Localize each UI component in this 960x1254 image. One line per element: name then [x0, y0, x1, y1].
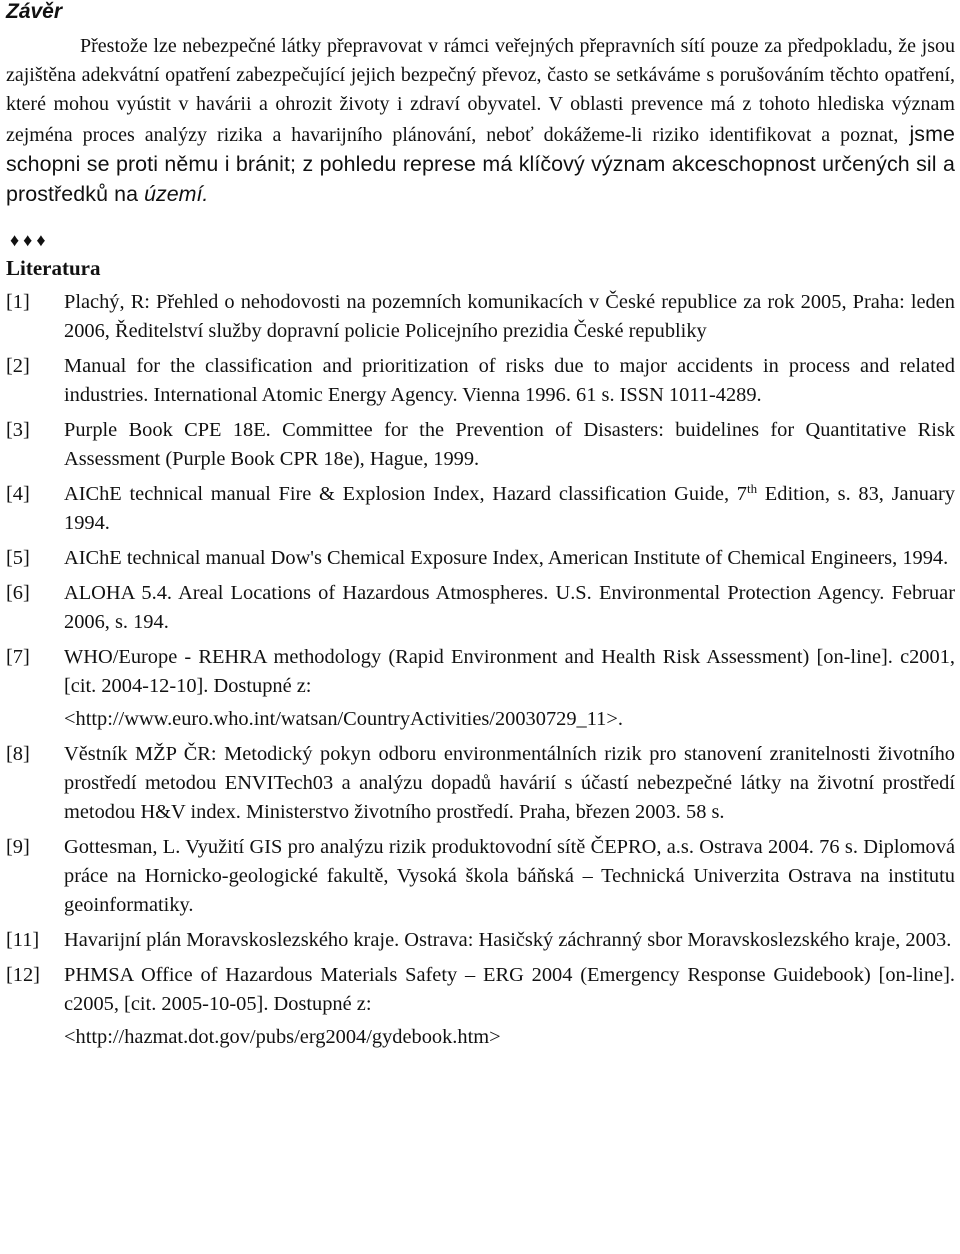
reference-text-wrapper	[64, 643, 955, 734]
reference-text: Purple Book CPE 18E. Committee for the Prevention of Disasters: buidelines for Quantitative Risk Assessment (Purple Book CPR 18e), Hague, 1999.	[64, 419, 955, 471]
reference-number: [1]	[6, 291, 30, 314]
reference-text: AIChE technical manual Fire & Explosion Index, Hazard classification Guide, 7	[64, 483, 747, 506]
reference-text: PHMSA Office of Hazardous Materials Safety – ERG 2004 (Emergency Response Guidebook) [on-line]. c2005, [cit. 2005-10-05]. Dostupné z:	[64, 964, 955, 1016]
reference-text: Manual for the classification and prioritization of risks due to major accidents in process and related industries. International Atomic Energy Agency. Vienna 1996. 61 s. ISSN 1011-4289.	[64, 355, 955, 407]
reference-text-wrapper	[64, 961, 955, 1052]
reference-number: [6]	[6, 582, 30, 605]
diamond-separator-icon: ♦♦♦	[10, 230, 50, 251]
reference-number: [12]	[6, 964, 40, 987]
reference-url-link[interactable]: <http://www.euro.who.int/watsan/CountryActivities/20030729_11>.	[64, 708, 623, 731]
reference-item	[6, 740, 955, 827]
conclusion-paragraph	[6, 32, 955, 210]
reference-item	[6, 480, 955, 538]
reference-text: Věstník MŽP ČR: Metodický pokyn odboru environmentálních rizik pro stanovení zranitelnosti životního prostředí metodou ENVITech03 a analýzu dopadů havárií s účastí nebezpečné látky na životní prostředí metodou H&V index. Ministerstvo životního prostředí. Praha, březen 2003. 58 s.	[64, 743, 955, 824]
reference-item	[6, 833, 955, 920]
reference-item	[6, 352, 955, 410]
literature-heading: Literatura	[6, 256, 101, 281]
section-heading-zaver: Závěr	[6, 0, 63, 23]
reference-superscript: th	[746, 481, 758, 497]
reference-number: [11]	[6, 929, 40, 952]
reference-list	[6, 288, 955, 1052]
reference-item	[6, 416, 955, 474]
reference-text: Havarijní plán Moravskoslezského kraje. Ostrava: Hasičský záchranný sbor Moravskoslezského kraje, 2003.	[64, 929, 952, 952]
reference-number: [3]	[6, 419, 30, 442]
reference-text: Plachý, R: Přehled o nehodovosti na pozemních komunikacích v České republice za rok 2005, Praha: leden 2006, Ředitelství služby dopravní policie Policejního prezidia České republiky	[64, 291, 955, 343]
reference-number: [4]	[6, 483, 30, 506]
reference-item	[6, 288, 955, 346]
reference-text: Gottesman, L. Využití GIS pro analýzu rizik produktovodní sítě ČEPRO, a.s. Ostrava 2004. 76 s. Diplomová práce na Hornicko-geologické fakultě, Vysoká škola báňská – Technická Univerzita Ostrava na institutu geoinformatiky.	[64, 836, 955, 917]
reference-item	[6, 579, 955, 637]
reference-number: [5]	[6, 547, 30, 570]
conclusion-text-sans: jsme schopni se proti němu i bránit; z pohledu represe má klíčový význam akceschopnost určených sil a prostředků na	[6, 121, 956, 207]
reference-text: WHO/Europe - REHRA methodology (Rapid Environment and Health Risk Assessment) [on-line]. c2001, [cit. 2004-12-10]. Dostupné z:	[64, 646, 955, 698]
reference-text-after: Edition, s. 83, January 1994.	[64, 483, 955, 535]
reference-item	[6, 643, 955, 734]
reference-number: [9]	[6, 836, 30, 859]
reference-text: ALOHA 5.4. Areal Locations of Hazardous Atmospheres. U.S. Environmental Protection Agency. Februar 2006, s. 194.	[64, 582, 955, 634]
reference-item	[6, 544, 955, 573]
conclusion-text-serif: Přestože lze nebezpečné látky přepravovat v rámci veřejných přepravních sítí pouze za předpokladu, že jsou zajištěna adekvátní opatření zabezpečující jejich bezpečný převoz, často se setkáváme s porušováním těchto opatření, které mohou vyústit v havárii a ohrozit životy i zdraví obyvatel. V oblasti prevence má z tohoto hlediska význam zejména proces analýzy rizika a havarijního plánování, neboť dokážeme-li riziko identifikovat a poznat,	[6, 35, 955, 146]
reference-item	[6, 926, 955, 955]
reference-text: AIChE technical manual Dow's Chemical Exposure Index, American Institute of Chemical Engineers, 1994.	[64, 547, 949, 570]
reference-url-link[interactable]: <http://hazmat.dot.gov/pubs/erg2004/gydebook.htm>	[64, 1026, 501, 1049]
reference-number: [7]	[6, 646, 30, 669]
reference-number: [2]	[6, 355, 30, 378]
conclusion-text-sans-italic: území.	[144, 182, 209, 207]
reference-item	[6, 961, 955, 1052]
reference-text-wrapper	[64, 480, 955, 538]
reference-number: [8]	[6, 743, 30, 766]
